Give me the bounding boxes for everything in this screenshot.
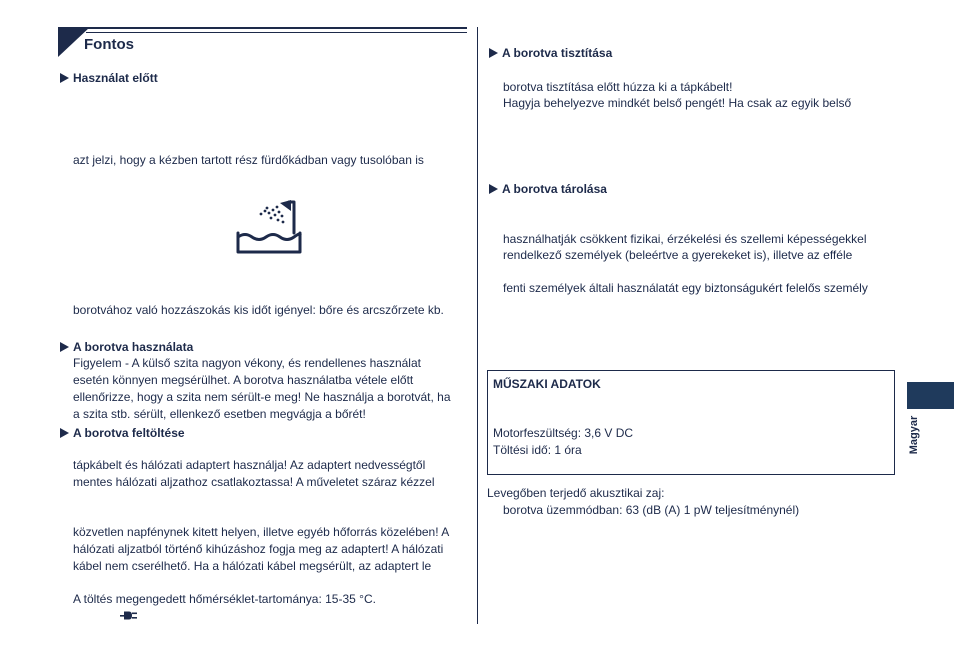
body-text-line: fenti személyek általi használatát egy biztonságukért felelős személy	[503, 281, 868, 295]
page-title: Fontos	[84, 36, 134, 53]
plug-icon	[120, 610, 137, 621]
body-text-line: mentes hálózati aljzathoz csatlakoztassa! A műveletet száraz kézzel	[73, 475, 435, 489]
body-text-line: használhatják csökkent fizikai, érzékelési és szellemi képességekkel	[503, 232, 867, 246]
triangle-bullet-icon	[489, 48, 498, 58]
motor-voltage: Motorfeszültség: 3,6 V DC	[493, 426, 634, 440]
body-text: azt jelzi, hogy a kézben tartott rész fürdőkádban vagy tusolóban is	[73, 153, 424, 167]
column-divider	[477, 27, 478, 624]
language-tab-label: Magyar	[908, 415, 920, 455]
body-text-line: rendelkező személyek (beleértve a gyerekeket is), illetve az efféle	[503, 248, 853, 262]
body-text-line: borotva tisztítása előtt húzza ki a tápkábelt!	[503, 80, 733, 94]
section-heading-charging: A borotva feltöltése	[60, 425, 185, 441]
section-heading-before-use: Használat előtt	[60, 70, 158, 86]
body-text-line: a szita stb. sérült, ellenkező esetben megvágja a bőrét!	[73, 407, 366, 421]
specs-title: MŰSZAKI ADATOK	[493, 377, 601, 391]
section-heading-shaver-use: A borotva használata	[60, 339, 193, 355]
body-text-line: tápkábelt és hálózati adaptert használja! Az adaptert nedvességtől	[73, 458, 426, 472]
section-heading-storage: A borotva tárolása	[489, 181, 607, 197]
body-text-line: esetén könnyen megsérülhet. A borotva használatba vétele előtt	[73, 373, 414, 387]
body-text-line: közvetlen napfénynek kitett helyen, illetve egyéb hőforrás közelében! A	[73, 525, 450, 539]
body-text-line: Hagyja behelyezve mindkét belső pengét! Ha csak az egyik belső	[503, 96, 852, 110]
body-text-line: ellenőrizze, hogy a szita nem sérült-e meg! Ne használja a borotvát, ha	[73, 390, 451, 404]
body-text-line: Figyelem - A külső szita nagyon vékony, és rendellenes használat	[73, 356, 421, 370]
triangle-bullet-icon	[60, 428, 69, 438]
body-text-line: kábel nem cserélhető. Ha a hálózati kábel megsérült, az adaptert le	[73, 559, 432, 573]
bath-shower-icon	[235, 197, 305, 257]
body-text: borotvához való hozzászokás kis időt igényel: bőre és arcszőrzete kb.	[73, 303, 444, 317]
body-text-line: hálózati aljzatból történő kihúzáshoz fogja meg az adaptert! A hálózati	[73, 542, 444, 556]
triangle-bullet-icon	[60, 73, 69, 83]
header-rule-top	[86, 27, 467, 29]
noise-label: Levegőben terjedő akusztikai zaj:	[487, 486, 665, 500]
header-rule-bottom	[86, 32, 467, 33]
charge-time: Töltési idő: 1 óra	[493, 443, 582, 457]
triangle-bullet-icon	[60, 342, 69, 352]
noise-value: borotva üzemmódban: 63 (dB (A) 1 pW teljesítménynél)	[503, 503, 800, 517]
triangle-bullet-icon	[489, 184, 498, 194]
language-tab	[907, 382, 954, 409]
charging-temperature: A töltés megengedett hőmérséklet-tartománya: 15-35 °C.	[73, 592, 376, 606]
specs-box	[487, 370, 895, 475]
section-heading-cleaning: A borotva tisztítása	[489, 45, 612, 61]
